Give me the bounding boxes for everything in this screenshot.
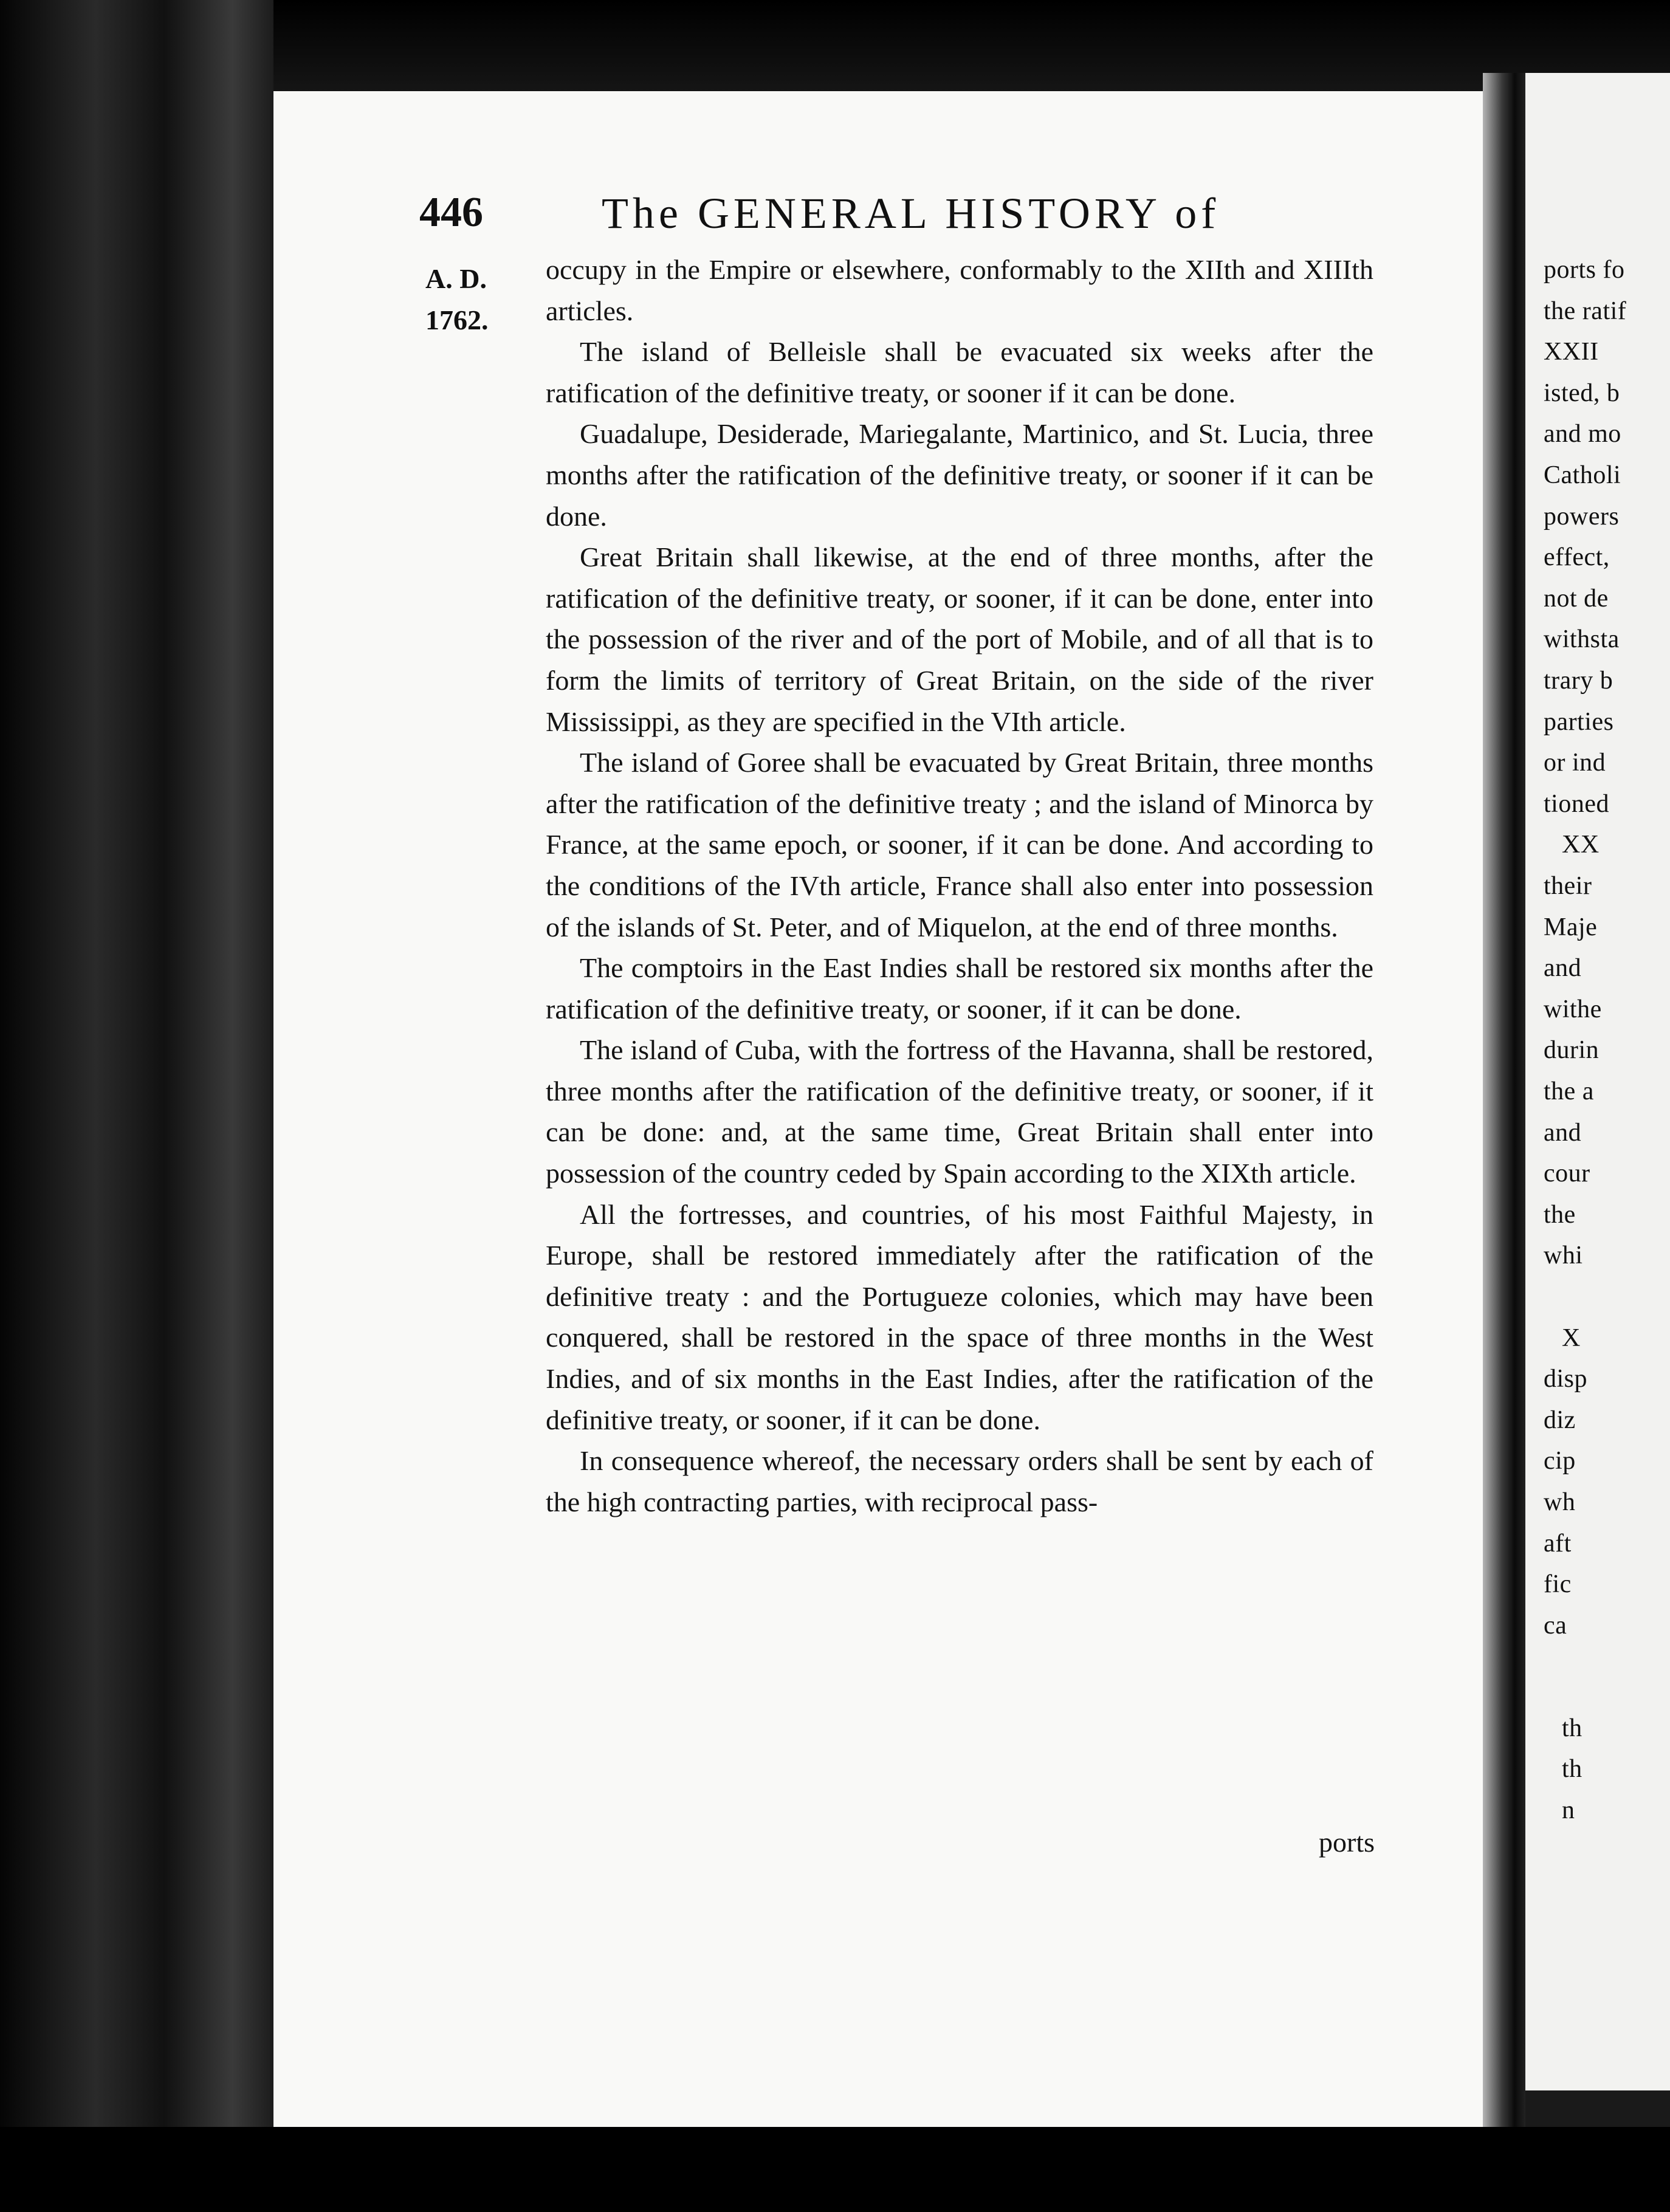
margin-note-line: 1762. — [425, 304, 489, 335]
facing-page-line: th — [1562, 1714, 1582, 1742]
scan-border-bottom — [0, 2127, 1670, 2212]
facing-page-line: tioned — [1544, 789, 1609, 818]
page-header — [0, 188, 1670, 243]
facing-page-line: and — [1544, 954, 1582, 983]
facing-page-line: th — [1562, 1755, 1582, 1784]
facing-page-line: withsta — [1544, 625, 1620, 654]
facing-page-line: their — [1544, 872, 1592, 900]
facing-page-line: ca — [1544, 1611, 1567, 1640]
facing-page-line: n — [1562, 1796, 1575, 1824]
facing-page-line: effect, — [1544, 543, 1610, 572]
facing-page-line: fic — [1544, 1570, 1572, 1599]
paragraph: Guadalupe, Desiderade, Mariegalante, Martinico, and St. Lucia, three months after the ratification of the definitive treaty, or sooner if it can be done. — [546, 418, 1373, 532]
facing-page-line: parties — [1544, 707, 1614, 736]
running-title: The GENERAL HISTORY of — [602, 189, 1220, 238]
facing-page-line: the a — [1544, 1077, 1594, 1105]
paragraph: In consequence whereof, the necessary orders shall be sent by each of the high contracting parties, with reciprocal pass- — [546, 1445, 1373, 1517]
facing-page-line: cip — [1544, 1447, 1576, 1475]
catchword: ports — [1319, 1827, 1375, 1858]
facing-page-line: X — [1562, 1324, 1581, 1352]
paragraph: occupy in the Empire or elsewhere, conformably to the XIIth and XIIIth articles. — [546, 254, 1373, 326]
paragraph: The island of Goree shall be evacuated by Great Britain, three months after the ratification of the definitive treaty ; and the island of Minorca by France, at the same epoch, or sooner, if it can be done. And according to the conditions of the IVth article, France shall also enter into possession of the islands of St. Peter, and of Miquelon, at the end of three months. — [546, 747, 1373, 943]
paragraph: Great Britain shall likewise, at the end of three months, after the ratification of the definitive treaty, or sooner, if it can be done, enter into the possession of the river and of the port of Mobile, and of all that is to form the limits of territory of Great Britain, on the side of the river Mississippi, as they are specified in the VIth article. — [546, 541, 1373, 737]
margin-note-line: A. D. — [425, 263, 487, 294]
facing-page — [1525, 73, 1670, 2090]
book-gutter — [1483, 73, 1525, 2139]
facing-page-line: durin — [1544, 1036, 1600, 1065]
facing-page-line: cour — [1544, 1159, 1590, 1188]
page-number: 446 — [419, 189, 483, 236]
facing-page-line: Catholi — [1544, 461, 1621, 489]
facing-page-line: the — [1544, 1200, 1576, 1229]
facing-page-line: isted, b — [1544, 379, 1620, 407]
facing-page-line: XXII — [1544, 338, 1599, 366]
facing-page-line: the ratif — [1544, 297, 1627, 325]
facing-page-line: trary b — [1544, 667, 1613, 695]
facing-page-line: and mo — [1544, 420, 1621, 448]
facing-page-line: whi — [1544, 1242, 1583, 1270]
paragraph: The island of Cuba, with the fortress of the Havanna, shall be restored, three months after the ratification of the definitive treaty, or sooner, if it can be done: and, at the same time, Great Britain shall enter into possession of the country ceded by Spain according to the XIXth article. — [546, 1034, 1373, 1189]
facing-page-line: and — [1544, 1118, 1582, 1147]
facing-page-line: not de — [1544, 584, 1609, 613]
scan-border-left — [0, 0, 273, 2212]
margin-date-note — [425, 258, 489, 341]
body-text — [546, 249, 1373, 1522]
paragraph: All the fortresses, and countries, of his most Faithful Majesty, in Europe, shall be restored immediately after the ratification of the definitive treaty : and the Portugueze colonies, which may have been conquered, shall be restored in the space of three months in the West Indies, and of six months in the East Indies, after the ratification of the definitive treaty, or sooner, if it can be done. — [546, 1198, 1373, 1435]
facing-page-line: aft — [1544, 1529, 1572, 1558]
facing-page-line: withe — [1544, 995, 1602, 1023]
facing-page-line: wh — [1544, 1488, 1576, 1516]
facing-page-line: diz — [1544, 1406, 1576, 1434]
facing-page-line: disp — [1544, 1365, 1588, 1393]
paragraph: The comptoirs in the East Indies shall be restored six months after the ratification of the definitive treaty, or sooner, if it can be done. — [546, 952, 1373, 1025]
facing-page-line: or ind — [1544, 749, 1606, 777]
facing-page-line: XX — [1562, 831, 1600, 859]
facing-page-line: Maje — [1544, 913, 1598, 941]
facing-page-line: powers — [1544, 502, 1620, 531]
paragraph: The island of Belleisle shall be evacuated six weeks after the ratification of the definitive treaty, or sooner if it can be done. — [546, 336, 1373, 408]
facing-page-line: ports fo — [1544, 256, 1625, 284]
